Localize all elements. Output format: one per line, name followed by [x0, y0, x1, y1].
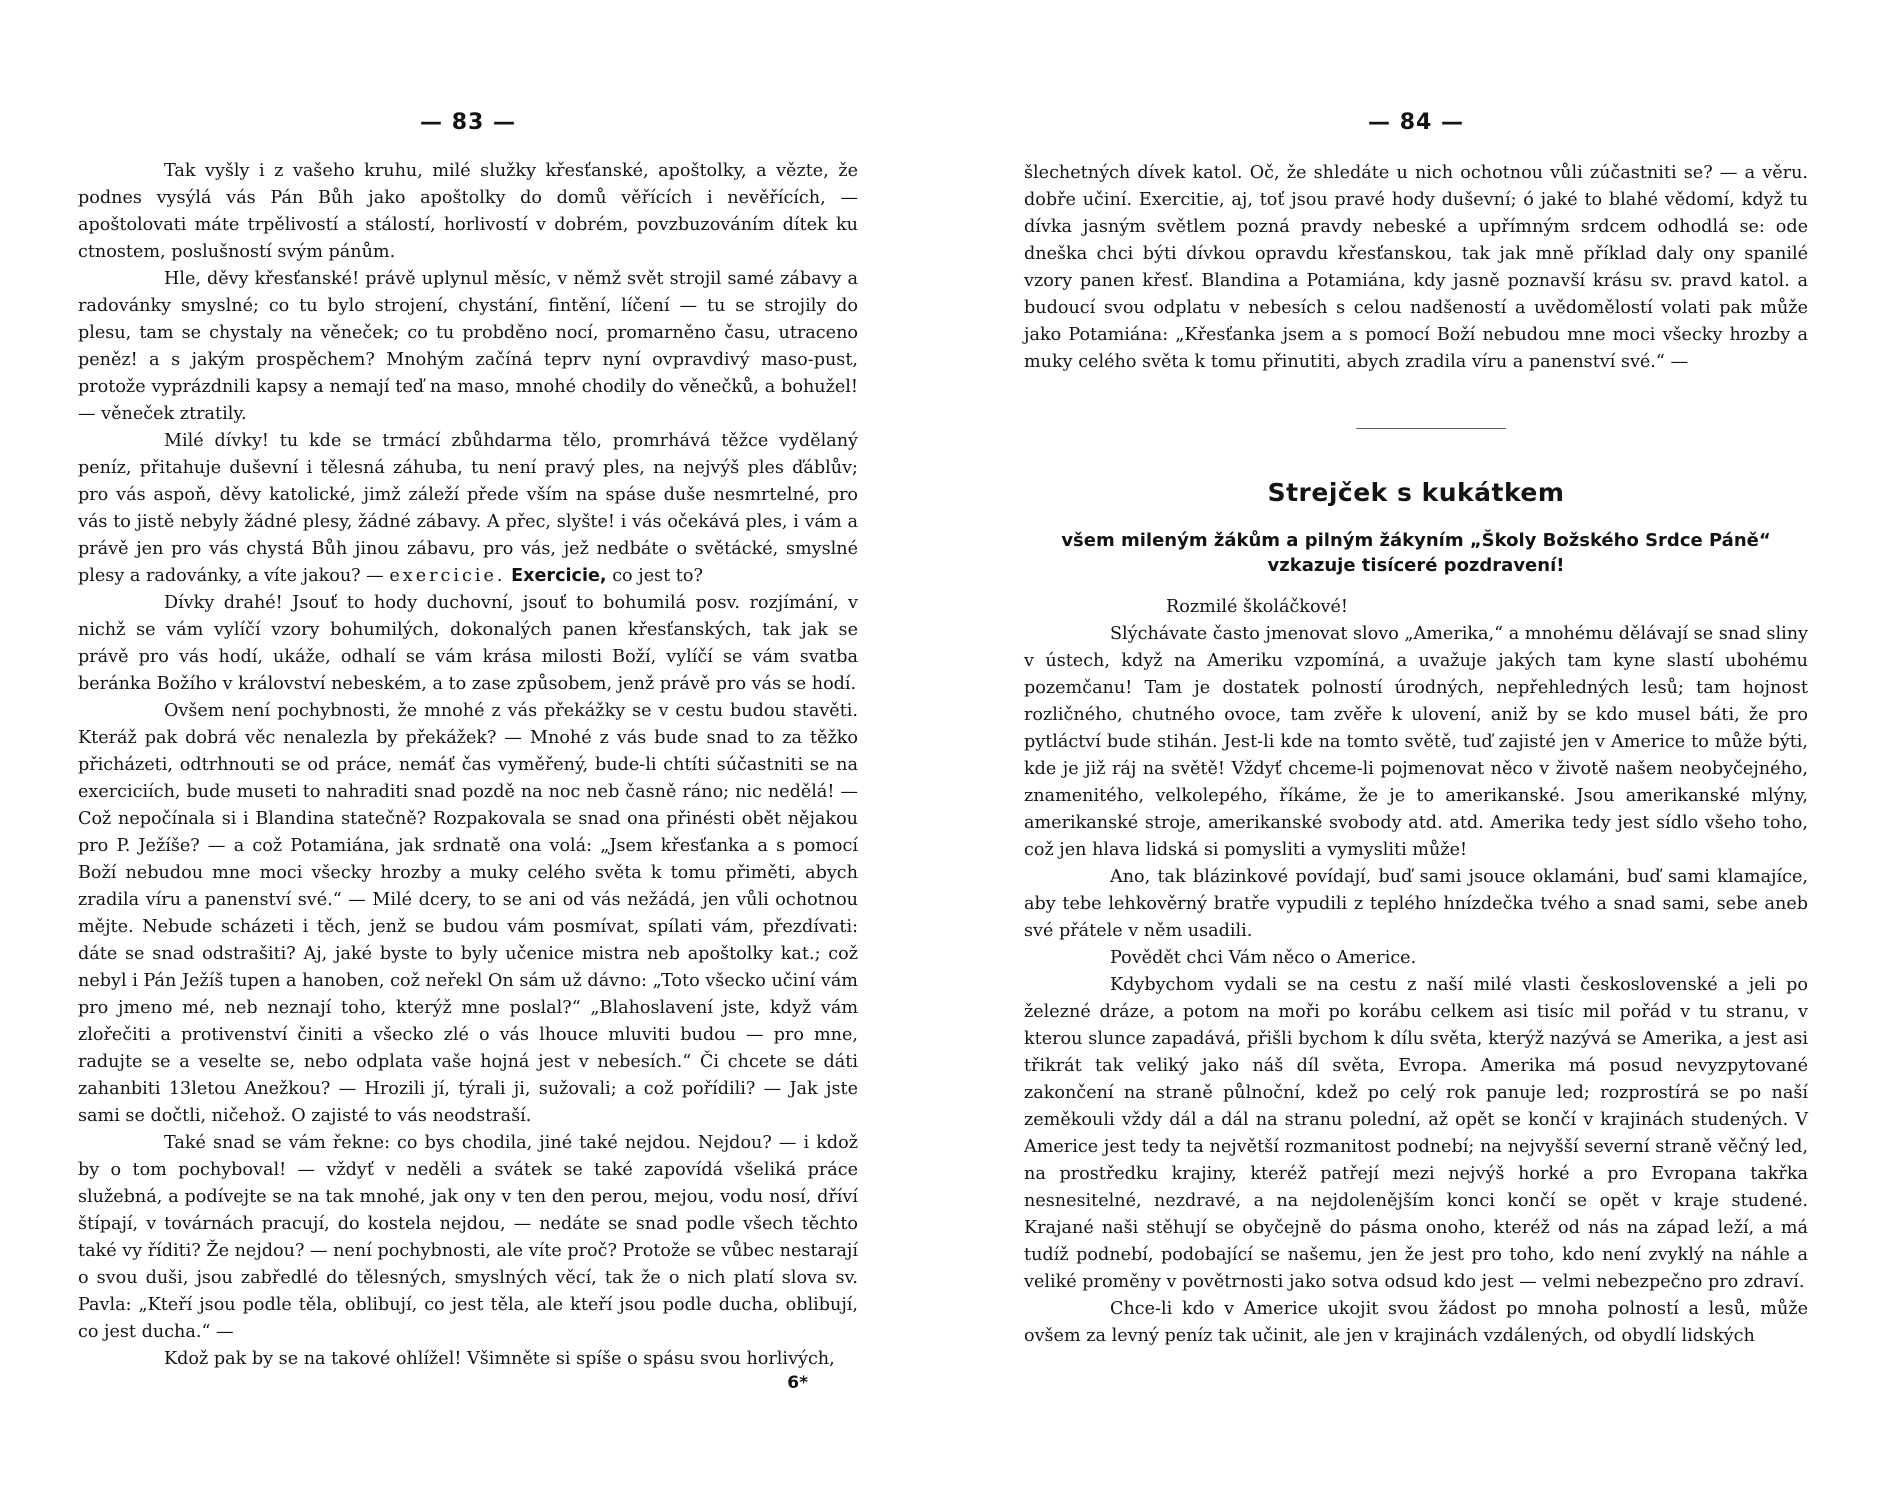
- paragraph: Povědět chci Vám něco o Americe.: [1110, 948, 1417, 968]
- paragraph: Ano, tak blázinkové povídají, buď sami jsouce oklamáni, buď sami klamajíce, aby tebe lehkověrný bratře vypudili z teplého hnízdečka tvého a snad sami, sebe aneb své přátele v něm usadili.: [1024, 867, 1808, 941]
- page-number-right: — 84 —: [1368, 110, 1464, 135]
- paragraph-text: Milé dívky! tu kde se trmácí zbůhdarma tělo, promrhává těžce vydělaný peníz, přitahuje duševní i tělesná záhuba, tu není pravý ples, na nejvýš ples ďáblův; pro vás aspoň, děvy katolické, jimž záleží přede vším na spáse duše nesmrtelné, pro vás to jistě nebyly žádné plesy, žádné zábavy. A přec, slyšte! i vás očekává ples, i vám a právě jen pro vás chystá Bůh jinou zábavu, pro vás, jež nedbáte o světácké, smyslné plesy a radovánky, a víte jakou? —: [78, 431, 858, 586]
- page-number-left: — 83 —: [420, 110, 516, 135]
- paragraph: Ovšem není pochybnosti, že mnohé z vás překážky se v cestu budou stavěti. Kteráž pak dobrá věc nenalezla by překážek? — Mnohé z vás bude snad to za těžko přicházeti, odtrhnouti se od práce, nemáť čas vyměřený, bude-li chtíti súčastniti se na exerciciích, bude museti to nahraditi snad pozdě na noc neb časně ráno; nic nedělá! — Což nepočínala si i Blandina statečně? Rozpakovala se snad ona přinésti obět nějakou pro P. Ježíše? — a což Potamiána, jak srdnatě ona volá: „Jsem křesťanka a s pomocí Boží nebudou mne moci všecky hrozby a muky celého světa k tomu přiměti, abych zradila víru a panenství své.“ — Milé dcery, to se ani od vás nežádá, jen vůli ochotnou mějte. Nebude scházeti i těch, jenž se budou vám posmívat, spílati vám, přezdívati: dáte se snad odstrašiti? Aj, jaké byste to byly učenice mistra neb apoštolky kat.; což nebyl i Pán Ježíš tupen a hanoben, což neřekl On sám už dávno: „Toto všecko učiní vám pro jmeno mé, neb neznají toho, kterýž mne poslal?“ „Blahoslavení jste, když vám zlořečiti a protivenství činiti a všecko zlé o vás lhouce mluviti budou — pro mne, radujte se a veselte se, nebo odplata vaše hojná jest v nebesích.“ Či chcete se dáti zahanbiti 13letou Anežkou? — Hrozili jí, týrali ji, sužovali; a což pořídili? — Jak jste sami se dočtli, ničehož. O zajisté to vás neodstraší.: [78, 701, 858, 1126]
- left-page-text: [78, 158, 858, 1373]
- paragraph: Tak vyšly i z vašeho kruhu, milé služky křesťanské, apoštolky, a vězte, že podnes vysýlá vás Pán Bůh jako apoštolky do domů věřících i nevěřících, — apoštolovati máte trpělivostí a stálostí, horlivostí v dobrém, povzbuzováním dítek ku ctnostem, poslušností svým pánům.: [78, 161, 858, 262]
- paragraph: Kdož pak by se na takové ohlížel! Všimněte si spíše o spásu svou horlivých,: [164, 1349, 835, 1369]
- paragraph: Slýchávate často jmenovat slovo „Amerika,“ a mnohému dělávají se snad sliny v ústech, když na Ameriku vzpomíná, a uvažuje jakých tam kyne slastí ubohému pozemčanu! Tam je dostatek polností úrodných, nepřehledných lesů; tam hojnost rozličného, chutného ovoce, tam zvěře k ulovení, aniž by se kdo musel báti, že pro pytláctví bude stihán. Jest-li kde na tomto světě, tuď zajisté jen v Americe to může býti, kde je již ráj na světě! Vždyť chceme-li pojmenovat něco v životě našem neobyčejného, znamenitého, velkolepého, říkáme, že je to amerikanské. Jsou amerikanské mlýny, amerikanské stroje, amerikanské svobody atd. atd. Amerika tedy jest sídlo všeho toho, což jen hlava lidská si pomysliti a vymysliti může!: [1024, 624, 1808, 860]
- left-page: [78, 0, 858, 1500]
- right-page-continuation: [1024, 160, 1808, 376]
- bold-word: Exercicie,: [511, 566, 607, 586]
- paragraph: šlechetných dívek katol. Oč, že shledáte u nich ochotnou vůli zúčastniti se? — a věru. dobře učiní. Exercitie, aj, toť jsou pravé hody duševní; ó jaké to blahé vědomí, když tu dívka jasným světlem pozná pravdy nebeské a upřímným srdcem odhodlá se: ode dneška chci býti dívkou opravdu křesťanskou, tak jak mně příklad daly ony spanilé vzory panen křesť. Blandina a Potamiána, kdy jasně poznavší krásu sv. pravd katol. a budoucí svou odplatu v nebesích s celou nadšeností a uvědomělostí volati pak může jako Potamiána: „Křesťanka jsem a s pomocí Boží nebudou mne moci všecky hrozby a muky celého světa k tomu přinutiti, abych zradila víru a panenství své.“ —: [1024, 163, 1808, 372]
- paragraph: Hle, děvy křesťanské! právě uplynul měsíc, v němž svět strojil samé zábavy a radovánky smyslné; co tu bylo strojení, chystání, fintění, líčení — tu se strojily do plesu, tam se chystaly na věneček; co tu probděno nocí, promarněno času, utraceno peněz! a s jakým prospěchem? Mnohým začíná teprv nyní ovpravdivý maso-pust, protože vyprázdnili kapsy a nemají teď na maso, mnohé chodily do věnečků, a bohužel! — věneček ztratily.: [78, 269, 858, 424]
- article-title: Strejček s kukátkem: [1267, 478, 1565, 507]
- spaced-word: exercicie.: [389, 566, 506, 586]
- paragraph: Chce-li kdo v Americe ukojit svou žádost po mnoha polností a lesů, může ovšem za levný peníz tak učinit, ale jen v krajinách vzdálených, od obydlí lidských: [1024, 1299, 1808, 1346]
- paragraph: Dívky drahé! Jsouť to hody duchovní, jsouť to bohumilá posv. rozjímání, v nichž se vám vylíčí vzory bohumilých, dokonalých panen křesťanských, tak jak se právě pro vás hodí, ukáže, odhalí se vám krása milosti Boží, vylíčí se vám svatba beránka Božího v království nebeském, a to zase způsobem, jenž právě pro vás se hodí.: [78, 593, 858, 694]
- article-body: [1024, 594, 1808, 1350]
- article-subtitle: všem mileným žákům a pilným žákyním „Školy Božského Srdce Páně“ vzkazuje tisíceré pozdravení!: [1061, 530, 1771, 576]
- paragraph: Kdybychom vydali se na cestu z naší milé vlasti československé a jeli po železné dráze, a potom na moři po korábu celkem asi tisíc mil pořád v tu stranu, v kterou slunce zapadává, přišli bychom k dílu světa, kterýž nazývá se Amerika, a jest asi třikrát tak veliký jako náš díl světa, Evropa. Amerika má posud nevyzpytované zakončení na straně půlnoční, kdež po celý rok panuje led; rozprostírá se po naší zeměkouli vždy dál a dál na stranu polední, až opět se končí v krajinách studených. V Americe jest tedy ta největší rozmanitost podnebí; na nejvyšší severní straně věčný led, na prostředku krajiny, kteréž patřejí mezi nejvýš horké a pro Evropana takřka nesnesitelné, nezdravé, a na nejdolenějším konci končí se opět v kraje studené. Krajané naši stěhují se obyčejně do pásma onoho, kteréž od nás na západ leží, a má tudíž podnebí, podobající se našemu, jen že jest pro toho, kdo není zvyklý na náhle a veliké proměny v povětrnosti jako sotva odsud kdo jest — velmi nebezpečno pro zdraví.: [1024, 975, 1808, 1292]
- paragraph: Také snad se vám řekne: co bys chodila, jiné také nejdou. Nejdou? — i kdož by o tom pochyboval! — vždyť v neděli a svátek se také zapovídá všeliká práce služebná, a podívejte se na tak mnohé, jak ony v ten den perou, mejou, vodu nosí, dříví štípají, v továrnách pracují, do kostela nejdou, — nedáte se snad podle všech těchto také vy říditi? Že nejdou? — není pochybnosti, ale víte proč? Protože se vůbec nestarají o svou duši, jsou zabředlé do tělesných, smyslných věcí, tak že o nich platí slova sv. Pavla: „Kteří jsou podle těla, oblibují, co jest těla, ale kteří jsou podle ducha, oblibují, co jest ducha.“ —: [78, 1133, 858, 1342]
- signature-mark: 6*: [787, 1373, 808, 1393]
- paragraph-exercise: [78, 428, 858, 590]
- paragraph-tail: co jest to?: [612, 566, 703, 586]
- section-divider: [1356, 428, 1506, 429]
- right-page: [1024, 0, 1808, 1500]
- greeting: Rozmilé školáčkové!: [1166, 597, 1348, 617]
